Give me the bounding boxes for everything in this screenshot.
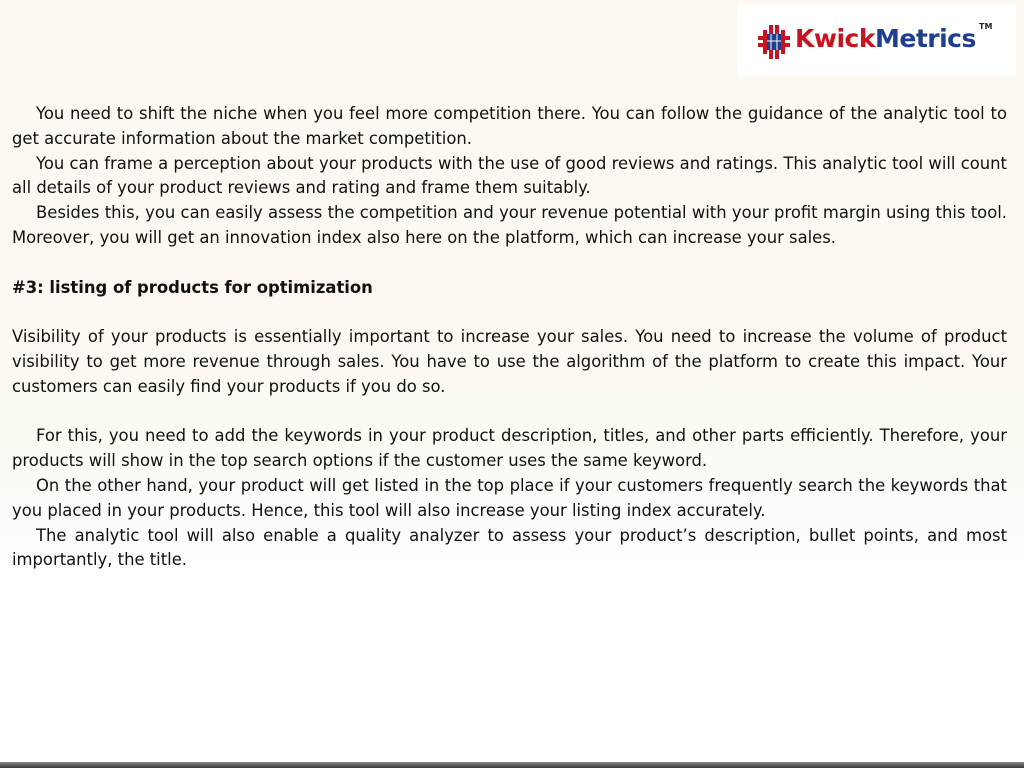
logo-wordmark [795,26,976,51]
paragraph-reviews: You can frame a perception about your products with the use of good reviews and ratings. This analytic tool will count all details of your product reviews and rating and frame them suitably. [12,153,1007,198]
spacer [12,300,1007,325]
spacer [12,251,1007,276]
logo-word-kwick: Kwick [795,24,875,53]
paragraph-keywords: For this, you need to add the keywords in your product description, titles, and other parts efficiently. Therefore, your products will show in the top search options if the customer uses the same keyword. [12,426,1007,471]
article-body [12,102,1007,573]
logo-trademark: TM [979,22,993,31]
paragraph-visibility: Visibility of your products is essentially important to increase your sales. You need to increase the volume of product visibility to get more revenue through sales. You have to use the algorithm of the platform to create this impact. Your customers can easily find your products if you do so. [12,327,1007,396]
paragraph-quality-analyzer: The analytic tool will also enable a quality analyzer to assess your product’s description, bullet points, and most importantly, the title. [12,525,1007,570]
paragraph-competition: Besides this, you can easily assess the competition and your revenue potential with your profit margin using this tool. Moreover, you will get an innovation index also here on the platform, which can increase your sales. [12,203,1007,247]
spacer [12,400,1007,425]
paragraph-listing: On the other hand, your product will get listed in the top place if your customers frequently search the keywords that you placed in your products. Hence, this tool will also increase your listing index accurately. [12,475,1007,520]
bottom-border [0,762,1024,768]
kwickmetrics-logo [737,4,1016,76]
paragraph-niche: You need to shift the niche when you feel more competition there. You can follow the guidance of the analytic tool to get accurate information about the market competition. [12,104,1007,148]
section-heading: #3: listing of products for optimization [12,277,373,297]
logo-word-metrics: Metrics [874,24,976,53]
kwickmetrics-logo-mark-icon [757,24,791,60]
